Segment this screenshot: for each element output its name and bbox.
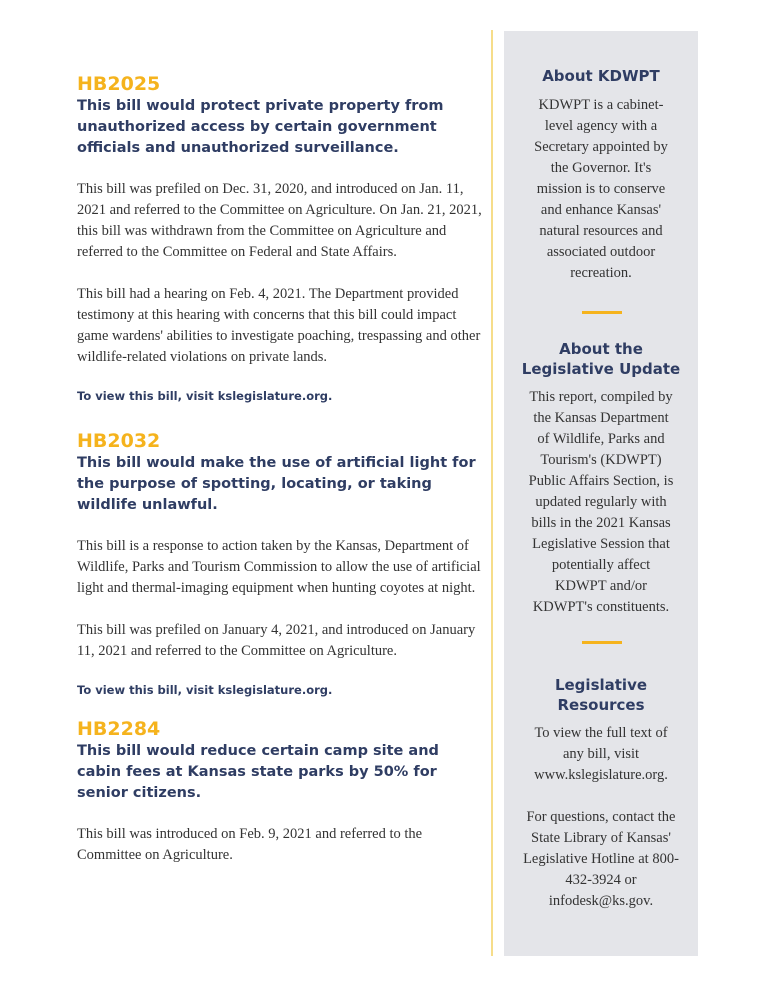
sidebar-heading-resources: Legislative Resources [554, 676, 648, 714]
sidebar-heading-about-update: About the Legislative Update [521, 340, 681, 378]
main-column [77, 72, 487, 866]
bill-paragraph: This bill had a hearing on Feb. 4, 2021. The Department provided testimony at this hearing with concerns that this bill could impact game wardens' abilities to investigate poaching, trespassing and other wildlife-related violations on private lands. [77, 286, 481, 365]
section-divider-bar [582, 641, 622, 644]
sidebar-text-resources-view: To view the full text of any bill, visit www.kslegislature.org. [534, 725, 668, 783]
bill-title: This bill would make the use of artificial light for the purpose of spotting, locating, or taking wildlife unlawful. [77, 455, 476, 513]
bill-paragraph: This bill is a response to action taken by the Kansas, Department of Wildlife, Parks and Tourism Commission to allow the use of artificial light and thermal-imaging equipment when hunting coyotes at night. [77, 538, 481, 596]
sidebar-text-about-update: This report, compiled by the Kansas Department of Wildlife, Parks and Tourism's (KDWPT) Public Affairs Section, is updated regularly with bills in the 2021 Kansas Legislative Session that potentially affect KDWPT and/or KDWPT's constituents. [528, 389, 674, 615]
bill-link[interactable]: To view this bill, visit kslegislature.org. [77, 683, 333, 697]
bill-paragraph: This bill was prefiled on January 4, 2021, and introduced on January 11, 2021 and referred to the Committee on Agriculture. [77, 622, 476, 659]
bill-paragraph: This bill was introduced on Feb. 9, 2021 and referred to the Committee on Agriculture. [77, 826, 423, 863]
sidebar [504, 31, 698, 956]
bill-title: This bill would protect private property from unauthorized access by certain government officials and unauthorized surveillance. [77, 98, 444, 156]
bill-title: This bill would reduce certain camp site and cabin fees at Kansas state parks by 50% for senior citizens. [77, 743, 439, 801]
bill-id: HB2025 [77, 73, 161, 95]
bill-id: HB2284 [77, 718, 161, 740]
bill-paragraph: This bill was prefiled on Dec. 31, 2020, and introduced on Jan. 11, 2021 and referred to the Committee on Agriculture. On Jan. 21, 2021, this bill was withdrawn from the Committee on Agriculture and referred to the Committee on Federal and State Affairs. [77, 181, 482, 260]
section-divider-bar [582, 311, 622, 314]
bill-id: HB2032 [77, 430, 161, 452]
column-divider [491, 30, 493, 956]
sidebar-text-resources-contact: For questions, contact the State Library of Kansas' Legislative Hotline at 800-432-3924 or infodesk@ks.gov. [523, 809, 679, 909]
bill-link[interactable]: To view this bill, visit kslegislature.org. [77, 389, 333, 403]
sidebar-heading-about-kdwpt: About KDWPT [542, 67, 660, 85]
sidebar-text-about-kdwpt: KDWPT is a cabinet-level agency with a Secretary appointed by the Governor. It's mission is to conserve and enhance Kansas' natural resources and associated outdoor recreation. [534, 97, 668, 281]
